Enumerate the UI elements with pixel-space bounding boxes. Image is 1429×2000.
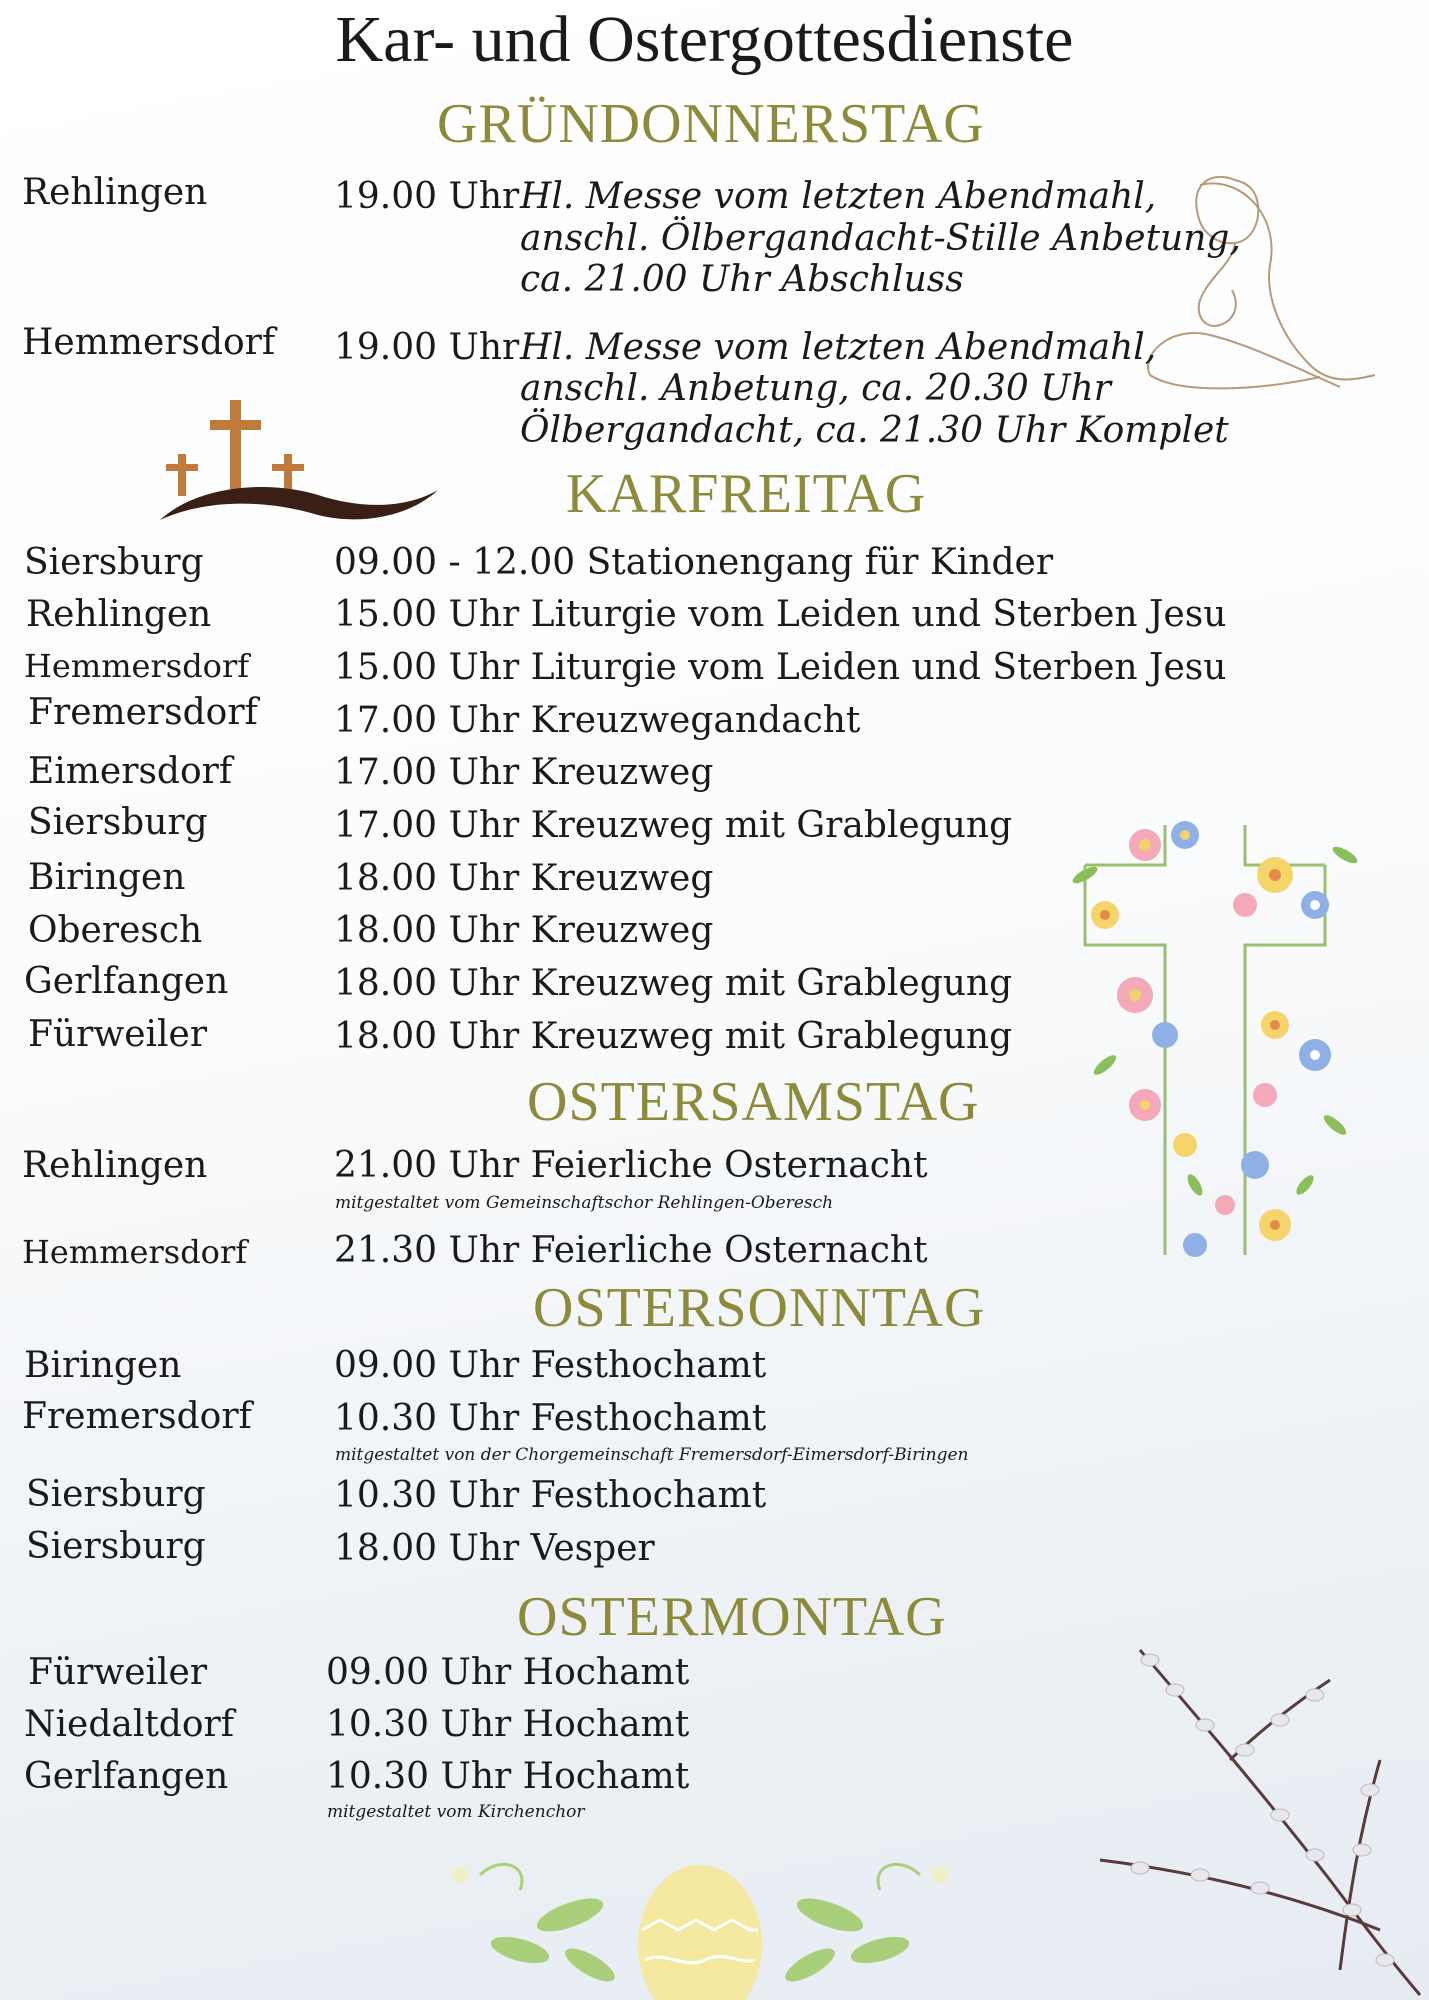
heading-karfreitag: KARFREITAG — [566, 463, 927, 525]
event-text: 09.00 Uhr Festhochamt — [334, 1345, 767, 1386]
event-note: mitgestaltet von der Chorgemeinschaft Fremersdorf-Eimersdorf-Biringen — [335, 1445, 969, 1465]
easter-egg-leaves-icon — [420, 1835, 980, 2000]
time-label: 19.00 Uhr — [334, 327, 520, 368]
event-description: Ölbergandacht, ca. 21.30 Uhr Komplet — [520, 410, 1229, 451]
event-text: 17.00 Uhr Kreuzwegandacht — [334, 700, 861, 741]
place-label: Siersburg — [28, 802, 208, 843]
place-label: Rehlingen — [22, 1145, 208, 1186]
event-text: 18.00 Uhr Kreuzweg — [334, 858, 714, 899]
event-text: 18.00 Uhr Kreuzweg mit Grablegung — [334, 963, 1013, 1004]
event-text: 21.30 Uhr Feierliche Osternacht — [334, 1230, 928, 1271]
heading-gruendonnerstag: GRÜNDONNERSTAG — [437, 93, 985, 155]
event-note: mitgestaltet vom Gemeinschaftschor Rehlingen-Oberesch — [335, 1193, 834, 1213]
place-label: Siersburg — [26, 1474, 206, 1515]
heading-ostersamstag: OSTERSAMSTAG — [527, 1071, 980, 1133]
event-text: 15.00 Uhr Liturgie vom Leiden und Sterben Jesu — [334, 647, 1227, 688]
time-label: 19.00 Uhr — [334, 176, 520, 217]
place-label: Biringen — [28, 857, 186, 898]
event-text: 10.30 Uhr Festhochamt — [334, 1398, 767, 1439]
event-text: 21.00 Uhr Feierliche Osternacht — [334, 1145, 928, 1186]
place-label: Hemmersdorf — [22, 322, 276, 363]
place-label: Fremersdorf — [22, 1396, 252, 1437]
place-label: Eimersdorf — [28, 751, 233, 792]
place-label: Hemmersdorf — [24, 647, 250, 685]
calvary-crosses-icon — [158, 400, 440, 525]
event-text: 18.00 Uhr Vesper — [334, 1528, 655, 1569]
place-label: Hemmersdorf — [22, 1233, 248, 1271]
event-text: 10.30 Uhr Hochamt — [326, 1756, 690, 1797]
event-text: 10.30 Uhr Festhochamt — [334, 1475, 767, 1516]
place-label: Gerlfangen — [24, 1756, 229, 1797]
event-description: Hl. Messe vom letzten Abendmahl, — [520, 176, 1157, 217]
event-text: 17.00 Uhr Kreuzweg — [334, 752, 714, 793]
event-text: 18.00 Uhr Kreuzweg mit Grablegung — [334, 1016, 1013, 1057]
event-description: ca. 21.00 Uhr Abschluss — [520, 259, 964, 300]
pussy-willow-branch-icon — [1080, 1640, 1429, 2000]
place-label: Gerlfangen — [24, 961, 229, 1002]
page-title: Kar- und Ostergottesdienste — [335, 3, 1074, 76]
place-label: Oberesch — [28, 910, 203, 951]
place-label: Niedaltdorf — [24, 1704, 235, 1745]
event-text: 15.00 Uhr Liturgie vom Leiden und Sterben Jesu — [334, 594, 1227, 635]
praying-woman-line-art-icon — [1140, 165, 1380, 405]
place-label: Biringen — [24, 1345, 182, 1386]
place-label: Rehlingen — [22, 172, 208, 213]
event-note: mitgestaltet vom Kirchenchor — [327, 1802, 585, 1822]
event-text: 09.00 Uhr Hochamt — [326, 1652, 690, 1693]
place-label: Rehlingen — [26, 594, 212, 635]
heading-ostersonntag: OSTERSONNTAG — [533, 1277, 986, 1339]
floral-cross-icon — [1045, 805, 1375, 1275]
place-label: Fürweiler — [28, 1652, 208, 1693]
event-text: 17.00 Uhr Kreuzweg mit Grablegung — [334, 805, 1013, 846]
place-label: Fremersdorf — [28, 692, 258, 733]
event-description: anschl. Ölbergandacht-Stille Anbetung, — [520, 218, 1241, 259]
event-text: 10.30 Uhr Hochamt — [326, 1704, 690, 1745]
event-text: 09.00 - 12.00 Stationengang für Kinder — [334, 542, 1054, 583]
event-description: Hl. Messe vom letzten Abendmahl, — [520, 327, 1157, 368]
place-label: Siersburg — [24, 542, 204, 583]
event-description: anschl. Anbetung, ca. 20.30 Uhr — [520, 368, 1111, 409]
event-text: 18.00 Uhr Kreuzweg — [334, 910, 714, 951]
heading-ostermontag: OSTERMONTAG — [517, 1586, 947, 1648]
place-label: Siersburg — [26, 1526, 206, 1567]
place-label: Fürweiler — [28, 1014, 208, 1055]
